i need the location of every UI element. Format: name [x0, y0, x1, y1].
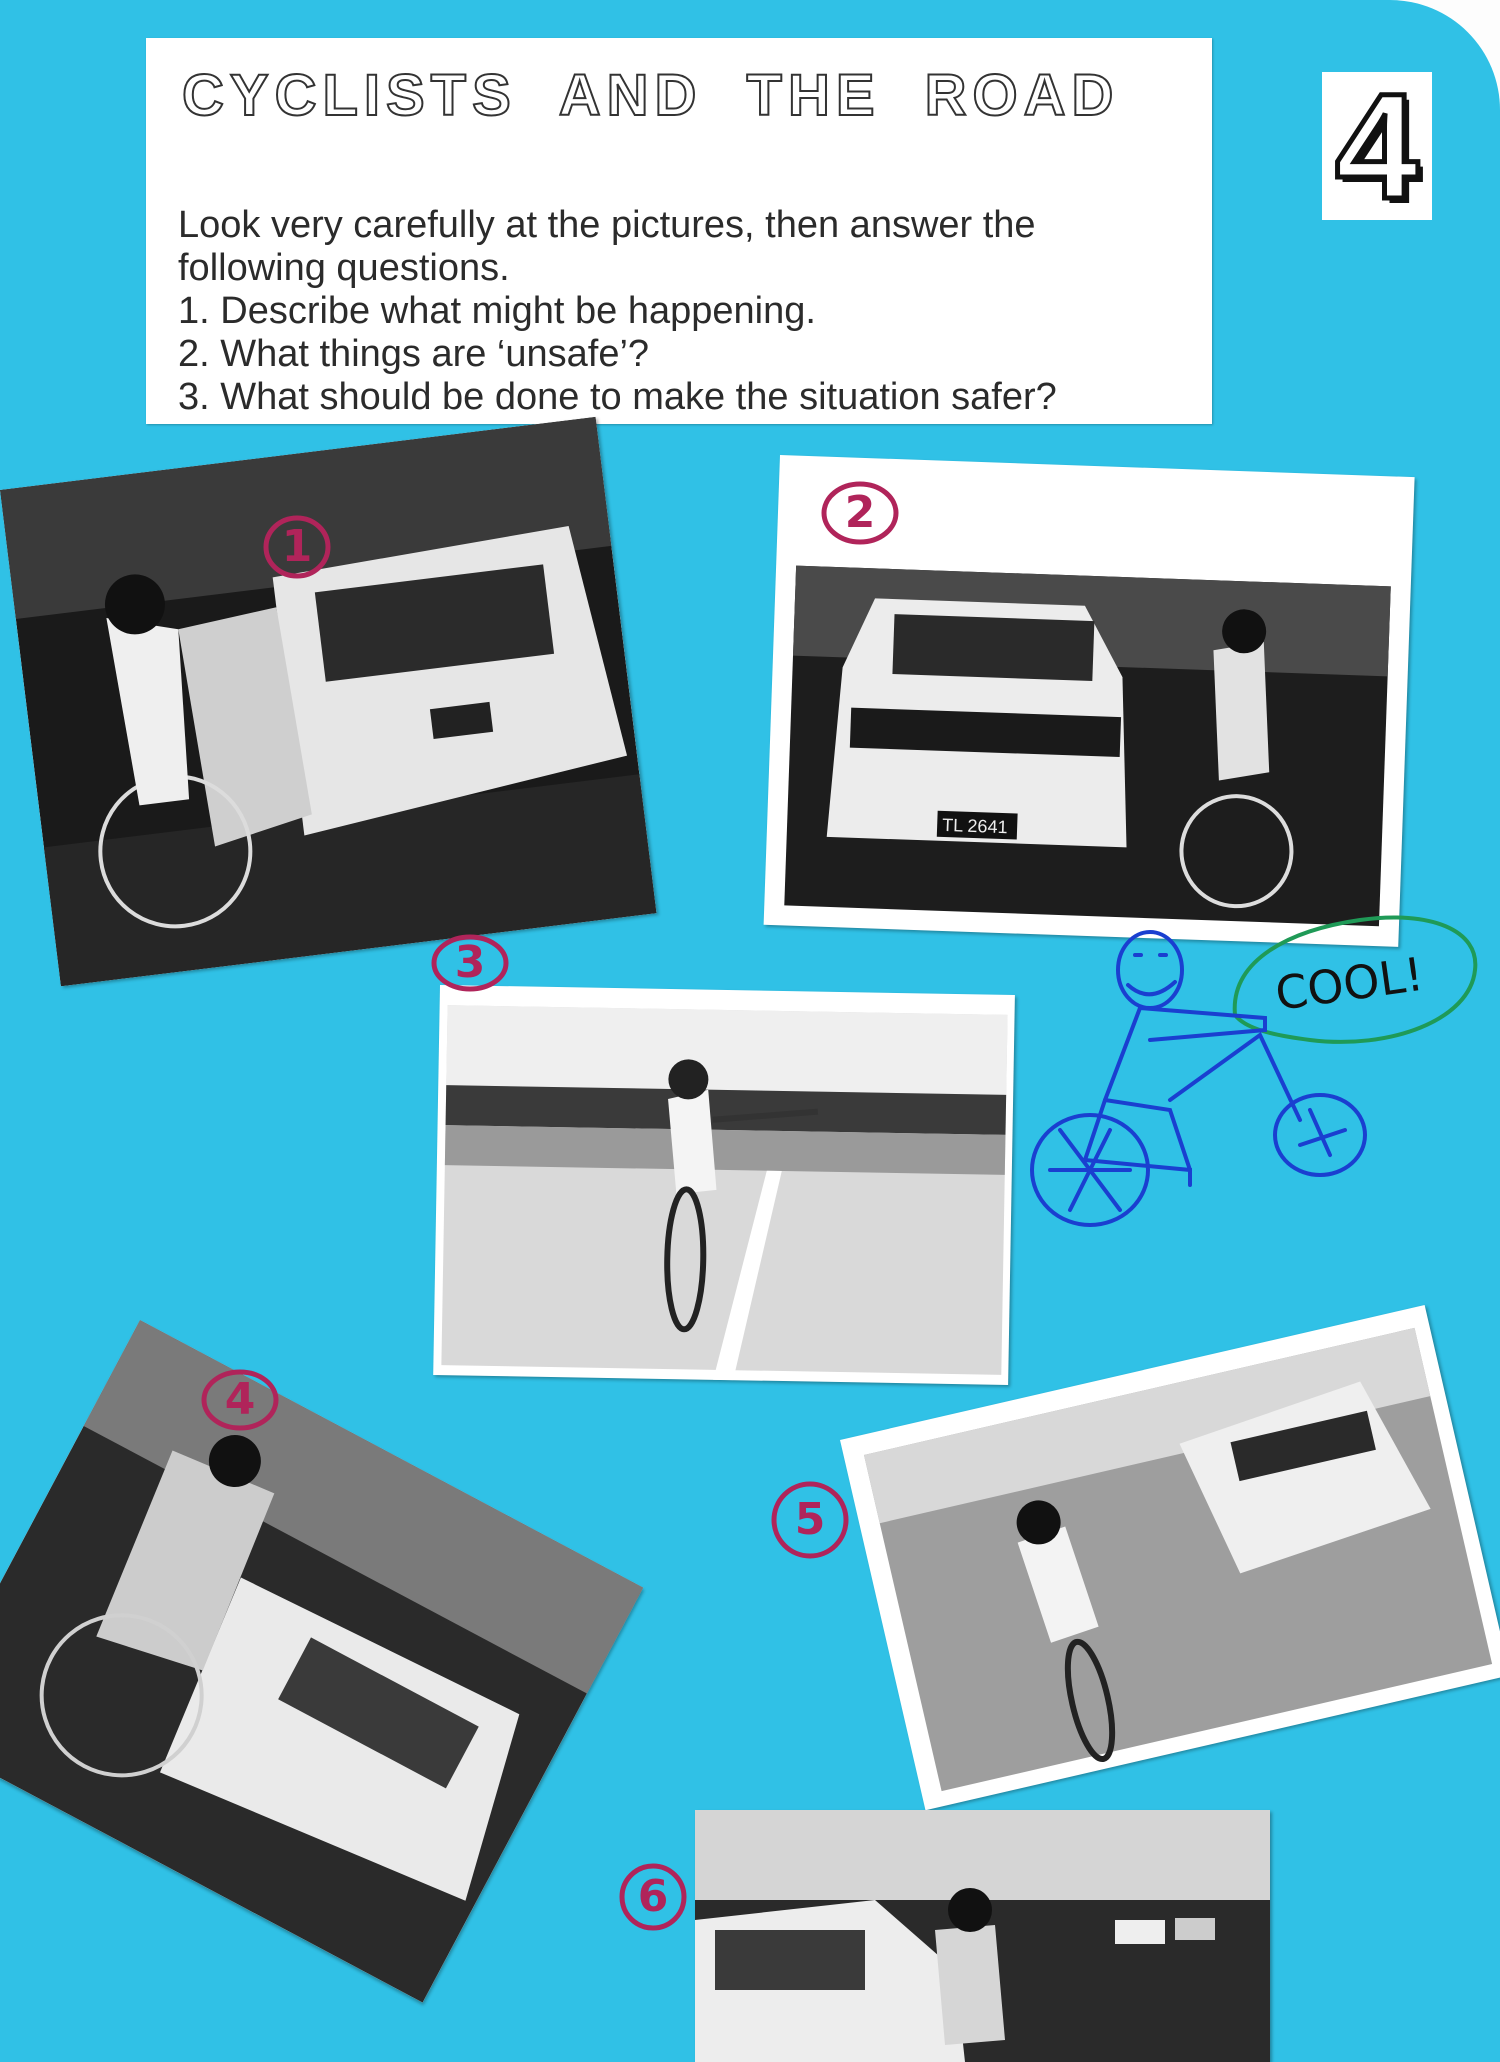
photo-3: [433, 985, 1015, 1385]
question-3: 3. What should be done to make the situation safer?: [178, 376, 1057, 418]
photo-4-number: 4: [200, 1365, 280, 1435]
speech-bubble-text: COOL!: [1272, 946, 1427, 1021]
question-1: 1. Describe what might be happening.: [178, 290, 816, 332]
instruction-line: following questions.: [178, 247, 510, 289]
question-2: 2. What things are ‘unsafe’?: [178, 333, 650, 375]
photo-4-image: [0, 1320, 643, 2003]
page-number-card: [1322, 62, 1432, 230]
photo-1-number: 1: [262, 512, 332, 582]
photo-1-image: [0, 417, 656, 986]
worksheet-title: CYCLISTS AND THE ROAD: [182, 63, 1120, 128]
photo-3-number: 3: [430, 932, 510, 994]
instruction-line: Look very carefully at the pictures, then answer the: [178, 204, 1036, 246]
license-plate: TL 2641: [941, 814, 1008, 838]
photo-4: [0, 1320, 643, 2003]
photo-3-image: [433, 985, 1015, 1385]
photo-1: [0, 417, 656, 986]
page-number: 4: [1335, 62, 1419, 230]
cyclist-doodle: [1010, 900, 1490, 1320]
photo-6: [695, 1810, 1270, 2062]
photo-6-image: [695, 1810, 1270, 2062]
title-card: [146, 38, 1212, 424]
photo-6-number: 6: [618, 1862, 688, 1932]
instructions: [178, 204, 1188, 419]
photo-2-number: 2: [820, 478, 900, 548]
photo-5-number: 5: [770, 1480, 850, 1560]
